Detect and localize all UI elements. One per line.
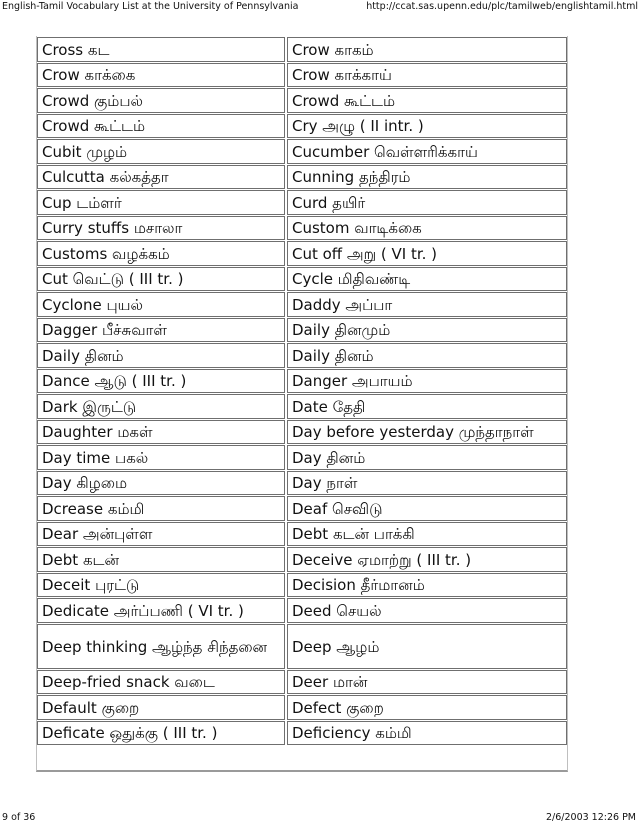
vocab-cell-left: Daughter மகள் — [37, 420, 285, 445]
print-header — [0, 0, 638, 14]
vocab-cell-left: Cup டம்ளர் — [37, 190, 285, 215]
vocab-cell-right: Decision தீர்மானம் — [287, 573, 567, 598]
vocab-cell-right: Deaf செவிடு — [287, 496, 567, 521]
vocab-cell-left: Day கிழமை — [37, 471, 285, 496]
vocab-cell-right: Deficiency கம்மி — [287, 721, 567, 746]
vocab-cell-left: Culcutta கல்கத்தா — [37, 165, 285, 190]
header-url: http://ccat.sas.upenn.edu/plc/tamilweb/englishtamil.html — [366, 1, 638, 12]
vocab-cell-left: Dedicate அர்ப்பணி ( VI tr. ) — [37, 598, 285, 623]
vocab-cell-left: Cross கட — [37, 37, 285, 62]
vocab-cell-left: Curry stuffs மசாலா — [37, 216, 285, 241]
vocab-cell-right: Day தினம் — [287, 445, 567, 470]
vocab-cell-left: Deep thinking ஆழ்ந்த சிந்தனை — [37, 624, 285, 669]
vocab-cell-left: Cyclone புயல் — [37, 292, 285, 317]
header-title: English-Tamil Vocabulary List at the University of Pennsylvania — [2, 1, 299, 12]
vocab-cell-right: Cucumber வெள்ளரிக்காய் — [287, 139, 567, 164]
vocab-cell-left: Deceit புரட்டு — [37, 573, 285, 598]
vocab-cell-left: Dcrease கம்மி — [37, 496, 285, 521]
vocab-cell-right: Date தேதி — [287, 394, 567, 419]
vocab-cell-left: Dear அன்புள்ள — [37, 522, 285, 547]
vocab-cell-right: Cry அழு ( II intr. ) — [287, 114, 567, 139]
vocab-cell-right: Daily தினம் — [287, 343, 567, 368]
vocab-cell-left: Day time பகல் — [37, 445, 285, 470]
vocab-cell-right: Crow காக்காய் — [287, 63, 567, 88]
vocab-cell-left: Crowd கூட்டம் — [37, 114, 285, 139]
vocab-cell-left: Dagger பீச்சுவாள் — [37, 318, 285, 343]
vocab-cell-left: Dance ஆடு ( III tr. ) — [37, 369, 285, 394]
vocab-cell-left: Deep-fried snack வடை — [37, 670, 285, 695]
vocab-cell-right: Curd தயிர் — [287, 190, 567, 215]
vocab-cell-right: Cycle மிதிவண்டி — [287, 267, 567, 292]
vocab-cell-right: Cut off அறு ( VI tr. ) — [287, 241, 567, 266]
vocab-cell-right: Crowd கூட்டம் — [287, 88, 567, 113]
vocab-cell-right: Defect குறை — [287, 695, 567, 720]
vocabulary-table — [36, 36, 568, 772]
print-datetime: 2/6/2003 12:26 PM — [545, 812, 636, 823]
vocab-cell-left: Customs வழக்கம் — [37, 241, 285, 266]
vocab-cell-right: Deep ஆழம் — [287, 624, 567, 669]
vocab-cell-right: Day before yesterday முந்தாநாள் — [287, 420, 567, 445]
vocab-cell-left: Daily தினம் — [37, 343, 285, 368]
vocab-cell-left: Default குறை — [37, 695, 285, 720]
vocab-cell-right: Daddy அப்பா — [287, 292, 567, 317]
vocab-cell-right: Deed செயல் — [287, 598, 567, 623]
vocab-cell-right: Debt கடன் பாக்கி — [287, 522, 567, 547]
vocab-cell-left: Dark இருட்டு — [37, 394, 285, 419]
vocab-cell-left: Crowd கும்பல் — [37, 88, 285, 113]
vocab-cell-right: Danger அபாயம் — [287, 369, 567, 394]
vocab-cell-left: Cut வெட்டு ( III tr. ) — [37, 267, 285, 292]
vocab-cell-right: Deer மான் — [287, 670, 567, 695]
vocab-cell-left: Deficate ஒதுக்கு ( III tr. ) — [37, 721, 285, 746]
vocab-cell-left: Cubit முழம் — [37, 139, 285, 164]
vocab-cell-right: Day நாள் — [287, 471, 567, 496]
vocab-cell-right: Custom வாடிக்கை — [287, 216, 567, 241]
vocab-cell-right: Deceive ஏமாற்று ( III tr. ) — [287, 547, 567, 572]
page-number: 9 of 36 — [2, 812, 36, 823]
vocab-cell-right: Daily தினமும் — [287, 318, 567, 343]
vocab-cell-right: Crow காகம் — [287, 37, 567, 62]
vocab-cell-left: Crow காக்கை — [37, 63, 285, 88]
vocab-cell-right: Cunning தந்திரம் — [287, 165, 567, 190]
vocab-cell-left: Debt கடன் — [37, 547, 285, 572]
print-footer — [0, 812, 638, 826]
